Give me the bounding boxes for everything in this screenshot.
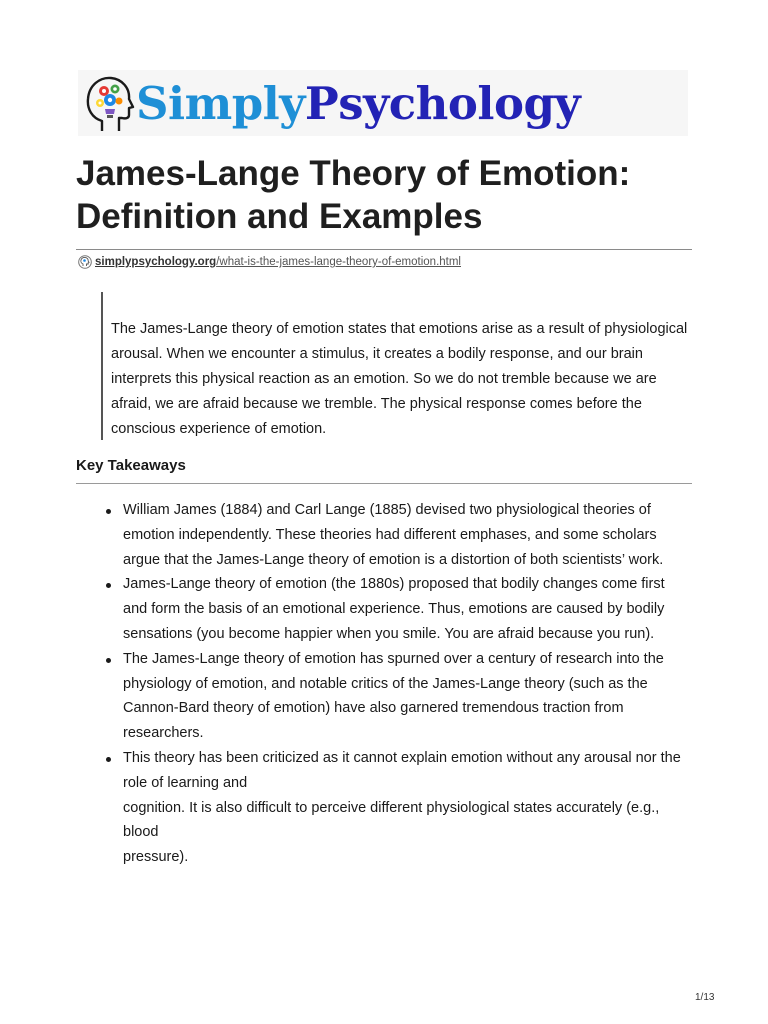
source-path-link[interactable]: /what-is-the-james-lange-theory-of-emotion.html bbox=[216, 256, 461, 268]
page-number: 1/13 bbox=[695, 992, 715, 1003]
summary-blockquote bbox=[101, 292, 693, 440]
key-takeaways-divider bbox=[76, 483, 692, 484]
site-favicon-icon bbox=[78, 255, 92, 269]
logo-text-simply: Simply bbox=[136, 76, 305, 130]
article-title-line-2: Definition and Examples bbox=[76, 197, 483, 236]
list-item-line: This theory has been criticized as it cannot explain emotion without any arousal nor the role of learning and bbox=[123, 749, 681, 791]
list-item: William James (1884) and Carl Lange (1885) devised two physiological theories of emotion independently. These theories had different emphases, and some scholars argue that the James-Lange theory of emotion is a distortion of both scientists’ work. bbox=[104, 498, 692, 572]
summary-text: The James-Lange theory of emotion states that emotions arise as a result of physiological arousal. When we encounter a stimulus, it creates a bodily response, and our brain interprets this physical reaction as an emotion. So we do not tremble because we are afraid, we are afraid because we tremble. The physical response comes before the conscious experience of emotion. bbox=[111, 321, 688, 437]
key-takeaways-heading: Key Takeaways bbox=[76, 457, 186, 474]
list-item: The James-Lange theory of emotion has spurned over a century of research into the physiology of emotion, and notable critics of the James-Lange theory (such as the Cannon-Bard theory of emotion) have also garnered tremendous traction from researchers. bbox=[104, 647, 692, 746]
site-logo[interactable] bbox=[78, 70, 688, 136]
list-item-line: cognition. It is also difficult to perceive different physiological states accurately (e.g., blood bbox=[123, 799, 660, 841]
source-link[interactable] bbox=[78, 254, 461, 270]
title-divider bbox=[76, 249, 692, 250]
list-item-line: pressure). bbox=[123, 849, 189, 866]
key-takeaways-list bbox=[104, 498, 692, 870]
head-gears-icon bbox=[80, 71, 136, 135]
source-domain-link[interactable]: simplypsychology.org bbox=[95, 256, 217, 268]
logo-wordmark bbox=[136, 76, 581, 130]
logo-text-psychology: Psychology bbox=[304, 76, 581, 130]
article-title bbox=[76, 152, 696, 238]
list-item bbox=[104, 746, 692, 870]
article-title-line-1: James-Lange Theory of Emotion: bbox=[76, 154, 631, 193]
list-item: James-Lange theory of emotion (the 1880s) proposed that bodily changes come first and form the basis of an emotional experience. Thus, emotions are caused by bodily sensations (you become happier when you smile. You are afraid because you run). bbox=[104, 572, 692, 646]
